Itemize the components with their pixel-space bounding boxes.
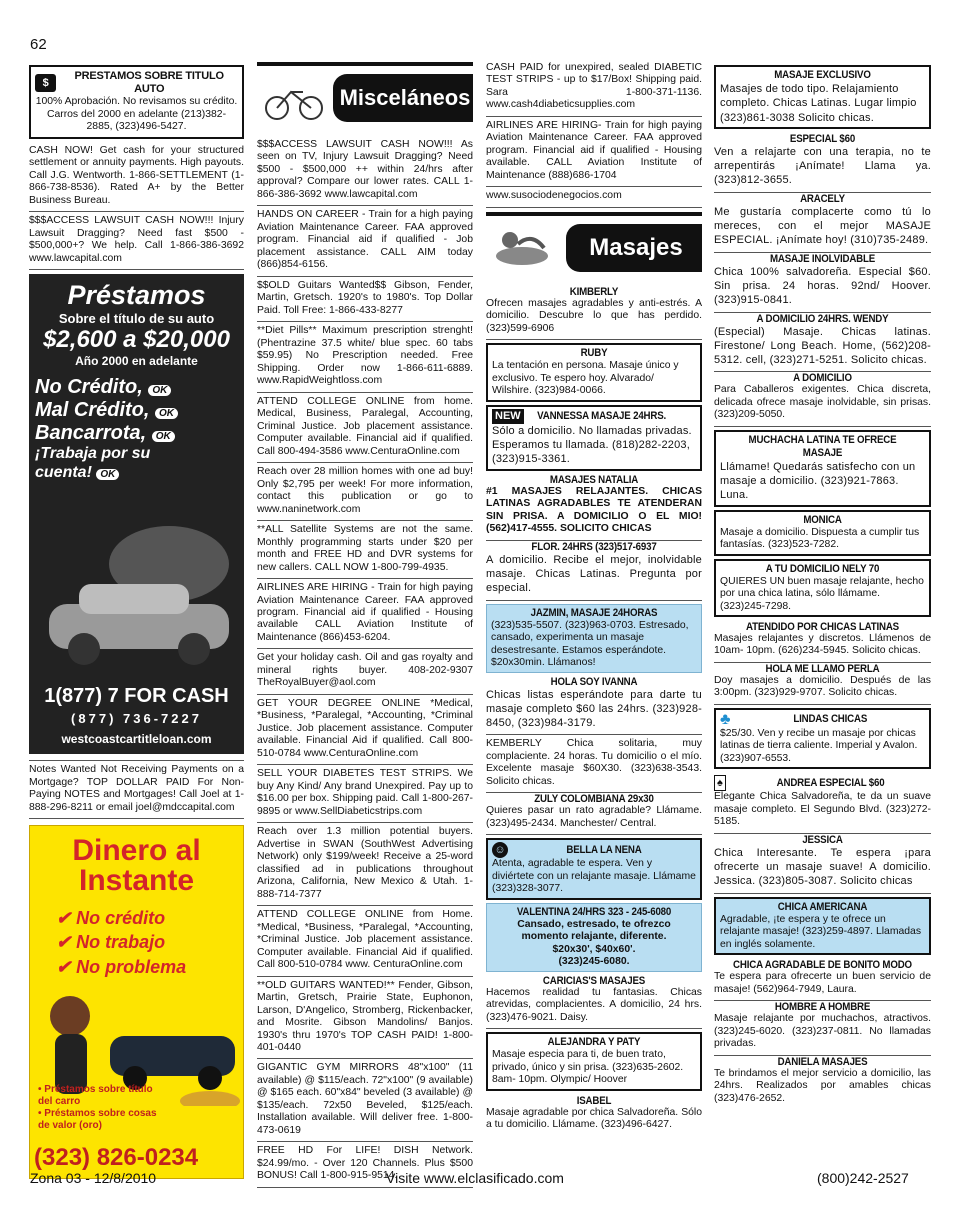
ad-body: Chicas listas esperándote para darte tu masaje completo $60 las 24hrs. (323)928-8450, (323)984-3179.	[486, 688, 702, 736]
ad-body-line: $20x30', $40x60'.	[552, 943, 636, 955]
ad-body: Para Caballeros exigentes. Chica discreta, delicada ofrece masaje inolvidable, sin prisas. (323)209-5050.	[714, 384, 931, 426]
ad-headline: MASAJES NATALIA	[549, 473, 639, 486]
ad-headline: MASAJE INOLVIDABLE	[769, 252, 876, 265]
banner-line: Mal Crédito, OK	[29, 399, 244, 422]
ad-headline: MUCHACHA LATINA TE OFRECE MASAJE	[748, 433, 897, 459]
andrea-ad	[714, 772, 931, 833]
ad-body: Masaje a domicilio. Dispuesta a cumplir tus fantasías. (323)523-7282.	[720, 526, 920, 551]
ad-headline: A DOMICILIO 24HRS. WENDY	[756, 312, 889, 325]
banner-line: cuenta! OK	[29, 464, 244, 482]
classified-ad: HANDS ON CAREER - Train for a high paying Aviation Maintenance Career. FAA approved program. Financial aid if qualified - Job placement assistance. CALL AIM today (866)854-6156.	[257, 206, 473, 276]
classified-ad: Reach over 28 million homes with one ad buy! Only $2,795 per week! For more information, contact this publication or go to www.naninetwork.com	[257, 463, 473, 521]
ad-body: A domicilio. Recibe el mejor, inolvidable masaje. Chicas Latinas. Pregunta por especial.	[486, 553, 702, 601]
ad-body: Ofrecen masajes agradables y anti-estrés. A domicilio. Descubre lo que has perdido. (323)599-6906	[486, 298, 702, 340]
ad-headline: ATENDIDO POR CHICAS LATINAS	[746, 620, 899, 633]
ad-body: Me gustaría complacerte como tú lo mereces, con el mejor MASAJE ESPECIAL. ¡Anímate hoy! (310)735-2489.	[714, 205, 931, 253]
ad-body: Llámame! Quedarás satisfecho con un masaje a domicilio. (323)921-7863. Luna.	[720, 460, 916, 502]
classified-ad: CASH PAID for unexpired, sealed DIABETIC TEST STRIPS - up to $17/Box! Shipping paid. Sara 1-800-371-1136. www.cash4diabeticsupplies.com	[486, 62, 702, 117]
ad-body: Ven a relajarte con una terapia, no te arrepentirás ¡Anímate! Llama ya. (323)812-3655.	[714, 145, 931, 193]
dinero-check: ✔ No crédito	[56, 908, 166, 929]
ad-headline: A TU DOMICILIO NELY 70	[765, 562, 880, 575]
valentina-ad	[486, 903, 702, 972]
ad-headline: RUBY	[580, 347, 608, 360]
prestamos-banner-ad	[29, 274, 244, 754]
section-title: Misceláneos	[333, 74, 473, 122]
ad-headline: HOMBRE A HOMBRE	[774, 1001, 871, 1014]
ad-headline: PRESTAMOS SOBRE TITULO AUTO	[74, 70, 224, 96]
ad-body: $25/30. Ven y recibe un masaje por chicas latinas de tierra caliente. Imperial y Avalon. (323)907-6553.	[720, 727, 918, 764]
ad-headline: ANDREA ESPECIAL $60	[776, 776, 885, 789]
classified-ad: **OLD GUITARS WANTED!** Fender, Gibson, Martin, Gretsch, Prairie State, Euphonon, Larson, D'Angelico, Stromberg, Rickenbacker, and Mosrite. Gibson Mandolins/ Banjos. 1930's thru 1970's TOP CASH PAID! 1-800-401-0440	[257, 977, 473, 1060]
ad-body-line: momento relajante, diferente.	[521, 931, 667, 943]
ad-headline: HOLA SOY IVANNA	[550, 675, 638, 688]
banner-phone-digits: (877) 736-7227	[71, 711, 202, 727]
ok-badge: OK	[152, 431, 175, 442]
money-icon: $	[35, 74, 56, 92]
banner-year: Año 2000 en adelante	[75, 354, 198, 369]
dinero-check: ✔ No problema	[56, 956, 187, 977]
nely-ad	[714, 559, 931, 617]
ad-headline: CHICA AMERICANA	[777, 900, 868, 913]
classified-ad: GIGANTIC GYM MIRRORS 48"x100" (11 available) @ $115/each. 72"x100" (9 available) @ $165 each. 60"x84" beveled (3 available) @ $135/each. 72x50 Beveled, $125/each. Installation available. Will deliver free. 1-800-473-0619	[257, 1059, 473, 1142]
bicycle-icon	[263, 72, 325, 124]
tree-icon: ♠	[714, 775, 726, 791]
smiley-icon: ☺	[492, 842, 508, 858]
classified-ad: $$$ACCESS LAWSUIT CASH NOW!!! Injury Lawsuit Dragging? Need fast $500 - $500,000+? We help. Call 1-866-386-3692 www.lawcapital.com	[29, 212, 244, 270]
ad-body: Chica 100% salvadoreña. Especial $60. Sin prisa. 24 horas. 92nd/ Hoover. (323)915-0841.	[714, 265, 931, 313]
banner-phone: 1(877) 7 FOR CASH	[44, 685, 229, 708]
ad-body-line: (323)245-6080.	[558, 956, 630, 968]
ad-headline: ALEJANDRA Y PATY	[547, 1036, 641, 1049]
ad-body: (323)535-5507. (323)963-0703. Estresado, cansado, experimenta un masaje desestresante. Estamos esperándote. $20x30min. Llámanos!	[491, 619, 689, 669]
massage-icon	[492, 222, 554, 274]
ad-body: Masajes relajantes y discretos. Llámenos de 10am- 10pm. (626)234-5945. Solicito chicas.	[714, 633, 931, 663]
section-header-miscelaneos	[257, 62, 473, 130]
ad-headline: ZULY COLOMBIANA 29x30	[534, 793, 654, 806]
alejandra-ad	[486, 1032, 702, 1090]
ad-headline: JESSICA	[802, 833, 843, 846]
classified-ad: AIRLINES ARE HIRING - Train for high paying Aviation Maintenance Career. FAA approved program. Financial aid if qualified - Housing available CALL Aviation Institute of Maintenance (866)453-6204.	[257, 579, 473, 649]
classified-ad: Notes Wanted Not Receiving Payments on a Mortgage? TOP DOLLAR PAID For Non-Paying NOTES and Mortgages! Call Joel at 1-888-296-8211 or email joel@mdccapital.com	[29, 760, 244, 819]
vanessa-ad	[486, 405, 702, 471]
ad-headline: BELLA LA NENA	[566, 843, 642, 856]
classified-ad: www.susociodenegocios.com	[486, 187, 702, 207]
banner-line: No Crédito, OK	[29, 376, 244, 399]
clover-icon: ♣	[720, 710, 731, 728]
ad-headline: DANIELA MASAJES	[777, 1055, 868, 1068]
ad-body: 100% Aprobación. No revisamos su crédito. Carros del 2000 en adelante (213)382-2885, (323)496-5427.	[35, 96, 238, 133]
ad-headline: LINDAS CHICAS	[792, 713, 867, 726]
jazmin-ad	[486, 604, 702, 673]
ruby-ad	[486, 343, 702, 401]
banner-website: westcoastcartitleloan.com	[61, 732, 212, 747]
classified-ad: Reach over 1.3 million potential buyers. Advertise in SWAN (SouthWest Advertising Network) only $199/week! Receive a 25-word classified ad in publications throughout Arizona, California, New Mexico & Utah. 1-888-714-7377	[257, 823, 473, 906]
prestamos-titulo-ad	[29, 65, 244, 139]
banner-line: ¡Trabaja por su	[35, 445, 151, 463]
banner-line: Bancarrota, OK	[29, 422, 244, 445]
ad-body: Sólo a domicilio. No llamadas privadas. Esperamos tu llamada. (818)282-2203, (323)915-3361.	[492, 424, 692, 466]
lindas-ad	[714, 708, 931, 769]
ad-body: Masaje especia para ti, de buen trato, privado, único y sin prisa. (323)635-2602. 8am- 10pm. Olympic/ Hoover	[492, 1049, 684, 1086]
dinero-title: Instante	[78, 864, 195, 898]
ad-body: Elegante Chica Salvadoreña, te da un suave masaje completo. El Segundo Blvd. (323)272-5185.	[714, 791, 931, 828]
ad-headline: JAZMIN, MASAJE 24HORAS	[530, 606, 658, 619]
ad-headline: MASAJE EXCLUSIVO	[774, 69, 871, 81]
ad-body: Masaje agradable por chica Salvadoreña. Sólo a tu domicilio. Llámame. (323)496-6427.	[486, 1106, 702, 1130]
classified-ad: GET YOUR DEGREE ONLINE *Medical, *Business, *Paralegal, *Accounting, *Criminal Justice. Job placement assistance. Computer available. Financial Aid if qualified. Call 800-510-0784 www.CenturaOnline.com	[257, 695, 473, 765]
classified-ad: **ALL Satellite Systems are not the same. Monthly programming starts under $20 per month and FREE HD and DVR systems for new callers. CALL NOW 1-800-799-4935.	[257, 521, 473, 579]
muchacha-ad	[714, 430, 931, 507]
ad-body: Atenta, agradable te espera. Ven y diviértete con un relajante masaje. Llámame (323)328-3077.	[492, 858, 696, 895]
classified-ad: ATTEND COLLEGE ONLINE from home. Medical, Business, Paralegal, Accounting, Criminal Justice. Job placement assistance. Computer available. Financial aid if qualified. Call 800-494-3586 www.CenturaOnline.com	[257, 393, 473, 463]
classified-ad: $$$ACCESS LAWSUIT CASH NOW!!! As seen on TV, Injury Lawsuit Dragging? Need $500 - $500,000 ++ within 24/hrs after approval? Compare our lower rates. CALL 1-866-386-3692 www.lawcapital.com	[257, 136, 473, 206]
column-4	[714, 62, 931, 1109]
banner-title: Préstamos	[67, 280, 206, 311]
page-number: 62	[30, 36, 47, 53]
ad-body: La tentación en persona. Masaje único y exclusivo. Te espero hoy. Alvarado/ Wilshire. (323)984-0066.	[492, 360, 679, 397]
ad-headline: ISABEL	[576, 1094, 612, 1107]
ad-headline: FLOR. 24HRS (323)517-6937	[531, 540, 657, 553]
classified-ad: AIRLINES ARE HIRING- Train for high paying Aviation Maintenance Career. FAA approved program. Financial aid if qualified - Housing available. CALL Aviation Institute of Maintenance (888)686-1704	[486, 117, 702, 187]
ok-badge: OK	[148, 385, 171, 396]
classified-ad: Get your holiday cash. Oil and gas royalty and mineral rights buyer. 408-202-9307 TheRoyalBuyer@aol.com	[257, 649, 473, 694]
ad-headline: MONICA	[803, 513, 842, 526]
ad-body-line: Cansado, estresado, te ofrezco	[517, 918, 671, 930]
section-title: Masajes	[566, 224, 702, 272]
ad-body: #1 MASAJES RELAJANTES. CHICAS LATINAS AGRADABLES TE ATENDERAN SIN PRISA. A DOMICILIO O EL MIO! (562)417-4555. SOLICITO CHICAS	[486, 486, 702, 541]
ad-body: Chica Interesante. Te espera ¡para ofrecerte un masaje suave! A domicilio. Jessica. (323)805-3087. Solicito chicas	[714, 846, 931, 894]
column-1	[29, 62, 244, 1179]
banner-subtitle: Sobre el título de su auto	[58, 311, 215, 327]
ad-body: QUIERES UN buen masaje relajante, hecho por una chica latina, sólo llámame. (323)245-7298.	[720, 575, 924, 612]
banner-amount: $2,600 a $20,000	[43, 326, 230, 354]
classified-ad: CASH NOW! Get cash for your structured settlement or annuity payments. High payouts. Call J.G. Wentworth. 1-866-SETTLEMENT (1-866-738-8536). Rated A+ by the Better Business Bureau.	[29, 142, 244, 212]
dinero-instante-ad	[29, 825, 244, 1179]
ad-headline: VALENTINA 24/HRS 323 - 245-6080	[516, 905, 672, 918]
classified-ad: **Diet Pills** Maximum prescription strenght! (Phentrazine 37.5 white/ blue spec. 60 tabs $59.95) No Prescription needed. Free Shipping. Order now 1-866-611-6889. www.RapidWeightloss.com	[257, 322, 473, 392]
dinero-phone: (323) 826-0234	[34, 1144, 199, 1172]
ad-headline: ARACELY	[800, 192, 845, 205]
dinero-bullets: • Préstamos sobre título del carro • Préstamos sobre cosas de valor (oro)	[38, 1084, 157, 1132]
ad-body: Te espera para ofrecerte un buen servicio de masaje! (562)964-7949, Laura.	[714, 971, 931, 1001]
column-2	[257, 62, 473, 1188]
dinero-title: Dinero al	[72, 834, 201, 868]
ad-body: (Especial) Masaje. Chicas latinas. Firestone/ Long Beach. Home, (562)208-5312. cell, (323)271-5251. Solicito chicas.	[714, 325, 931, 373]
ad-headline: KIMBERLY	[569, 285, 619, 298]
ad-headline: VANNESSA MASAJE 24HRS.	[536, 409, 666, 422]
ad-body: Masaje relajante por muchachos, atractivos. (323)245-6020. (323)237-0811. No llamadas privadas.	[714, 1013, 931, 1055]
americana-ad	[714, 897, 931, 955]
exclusivo-ad	[714, 65, 931, 129]
ad-headline: A DOMICILIO	[793, 372, 852, 385]
column-3	[486, 62, 702, 1135]
ad-body: Quieres pasar un rato agradable? Llámame. (323)495-2434. Manchester/ Central.	[486, 805, 702, 835]
ok-badge: OK	[155, 408, 178, 419]
new-badge: NEW	[492, 409, 524, 424]
classified-ad: ATTEND COLLEGE ONLINE from Home. *Medical, *Business, *Paralegal, *Accounting, *Criminal Justice. Job placement assistance. Computer available. Financial Aid if qualified. Call 800-510-0784 www. CenturaOnline.com	[257, 906, 473, 976]
classified-ad: $$OLD Guitars Wanted$$ Gibson, Fender, Martin, Gretsch. 1920's to 1980's. Top Dollar Paid. Toll Free: 1-866-433-8277	[257, 277, 473, 322]
misc-ads-list	[257, 136, 473, 1188]
ad-headline: CARICIAS'S MASAJES	[542, 974, 646, 987]
car-illustration	[29, 524, 244, 674]
ad-body: Masajes de todo tipo. Relajamiento completo. Chicas Latinas. Lugar limpio (323)861-3038 Solicito chicas.	[720, 82, 917, 124]
ad-body: Hacemos realidad tu fantasias. Chicas atrevidas, complacientes. A domicilio, 24 hrs. (323)476-9021. Daisy.	[486, 987, 702, 1029]
footer-website: Visite www.elclasificado.com	[386, 1170, 564, 1186]
footer-zone-date: Zona 03 - 12/8/2010	[30, 1170, 157, 1186]
classified-ad: SELL YOUR DIABETES TEST STRIPS. We buy Any Kind/ Any brand Unexpired. Pay up to $16.00 per box. Shipping paid. Call 1-800-267-9895 or www.SellDiabeticstrips.com	[257, 765, 473, 823]
classified-ad: KEMBERLY Chica solitaria, muy complaciente. 24 horas. Tu domicilio o el mío. Excelente masaje $60X30. (323)638-3543. Solicito chicas.	[486, 735, 702, 793]
classified-ad: FREE HD For LIFE! DISH Network. $24.99/mo. - Over 120 Channels. Plus $500 BONUS! Call 1-800-915-9514.	[257, 1142, 473, 1187]
ad-headline: HOLA ME LLAMO PERLA	[765, 662, 880, 675]
ad-headline: ESPECIAL $60	[789, 132, 856, 145]
dinero-check: ✔ No trabajo	[56, 932, 166, 953]
section-header-masajes	[486, 212, 702, 280]
footer-phone: (800)242-2527	[817, 1170, 909, 1186]
ok-badge: OK	[96, 469, 119, 480]
ad-headline: CHICA AGRADABLE DE BONITO MODO	[733, 959, 912, 972]
bella-ad	[486, 838, 702, 899]
ad-body: Doy masajes a domicilio. Después de las 3:00pm. (323)929-9707. Solicito chicas.	[714, 675, 931, 705]
ad-body: Agradable, ¡te espera y te ofrece un relajante masaje! (323)259-4897. Llamadas en inglés solamente.	[720, 913, 922, 950]
monica-ad	[714, 510, 931, 556]
ad-body: Te brindamos el mejor servicio a domicilio, las 24hrs. Realizados por amables chicas (323)476-2652.	[714, 1067, 931, 1104]
